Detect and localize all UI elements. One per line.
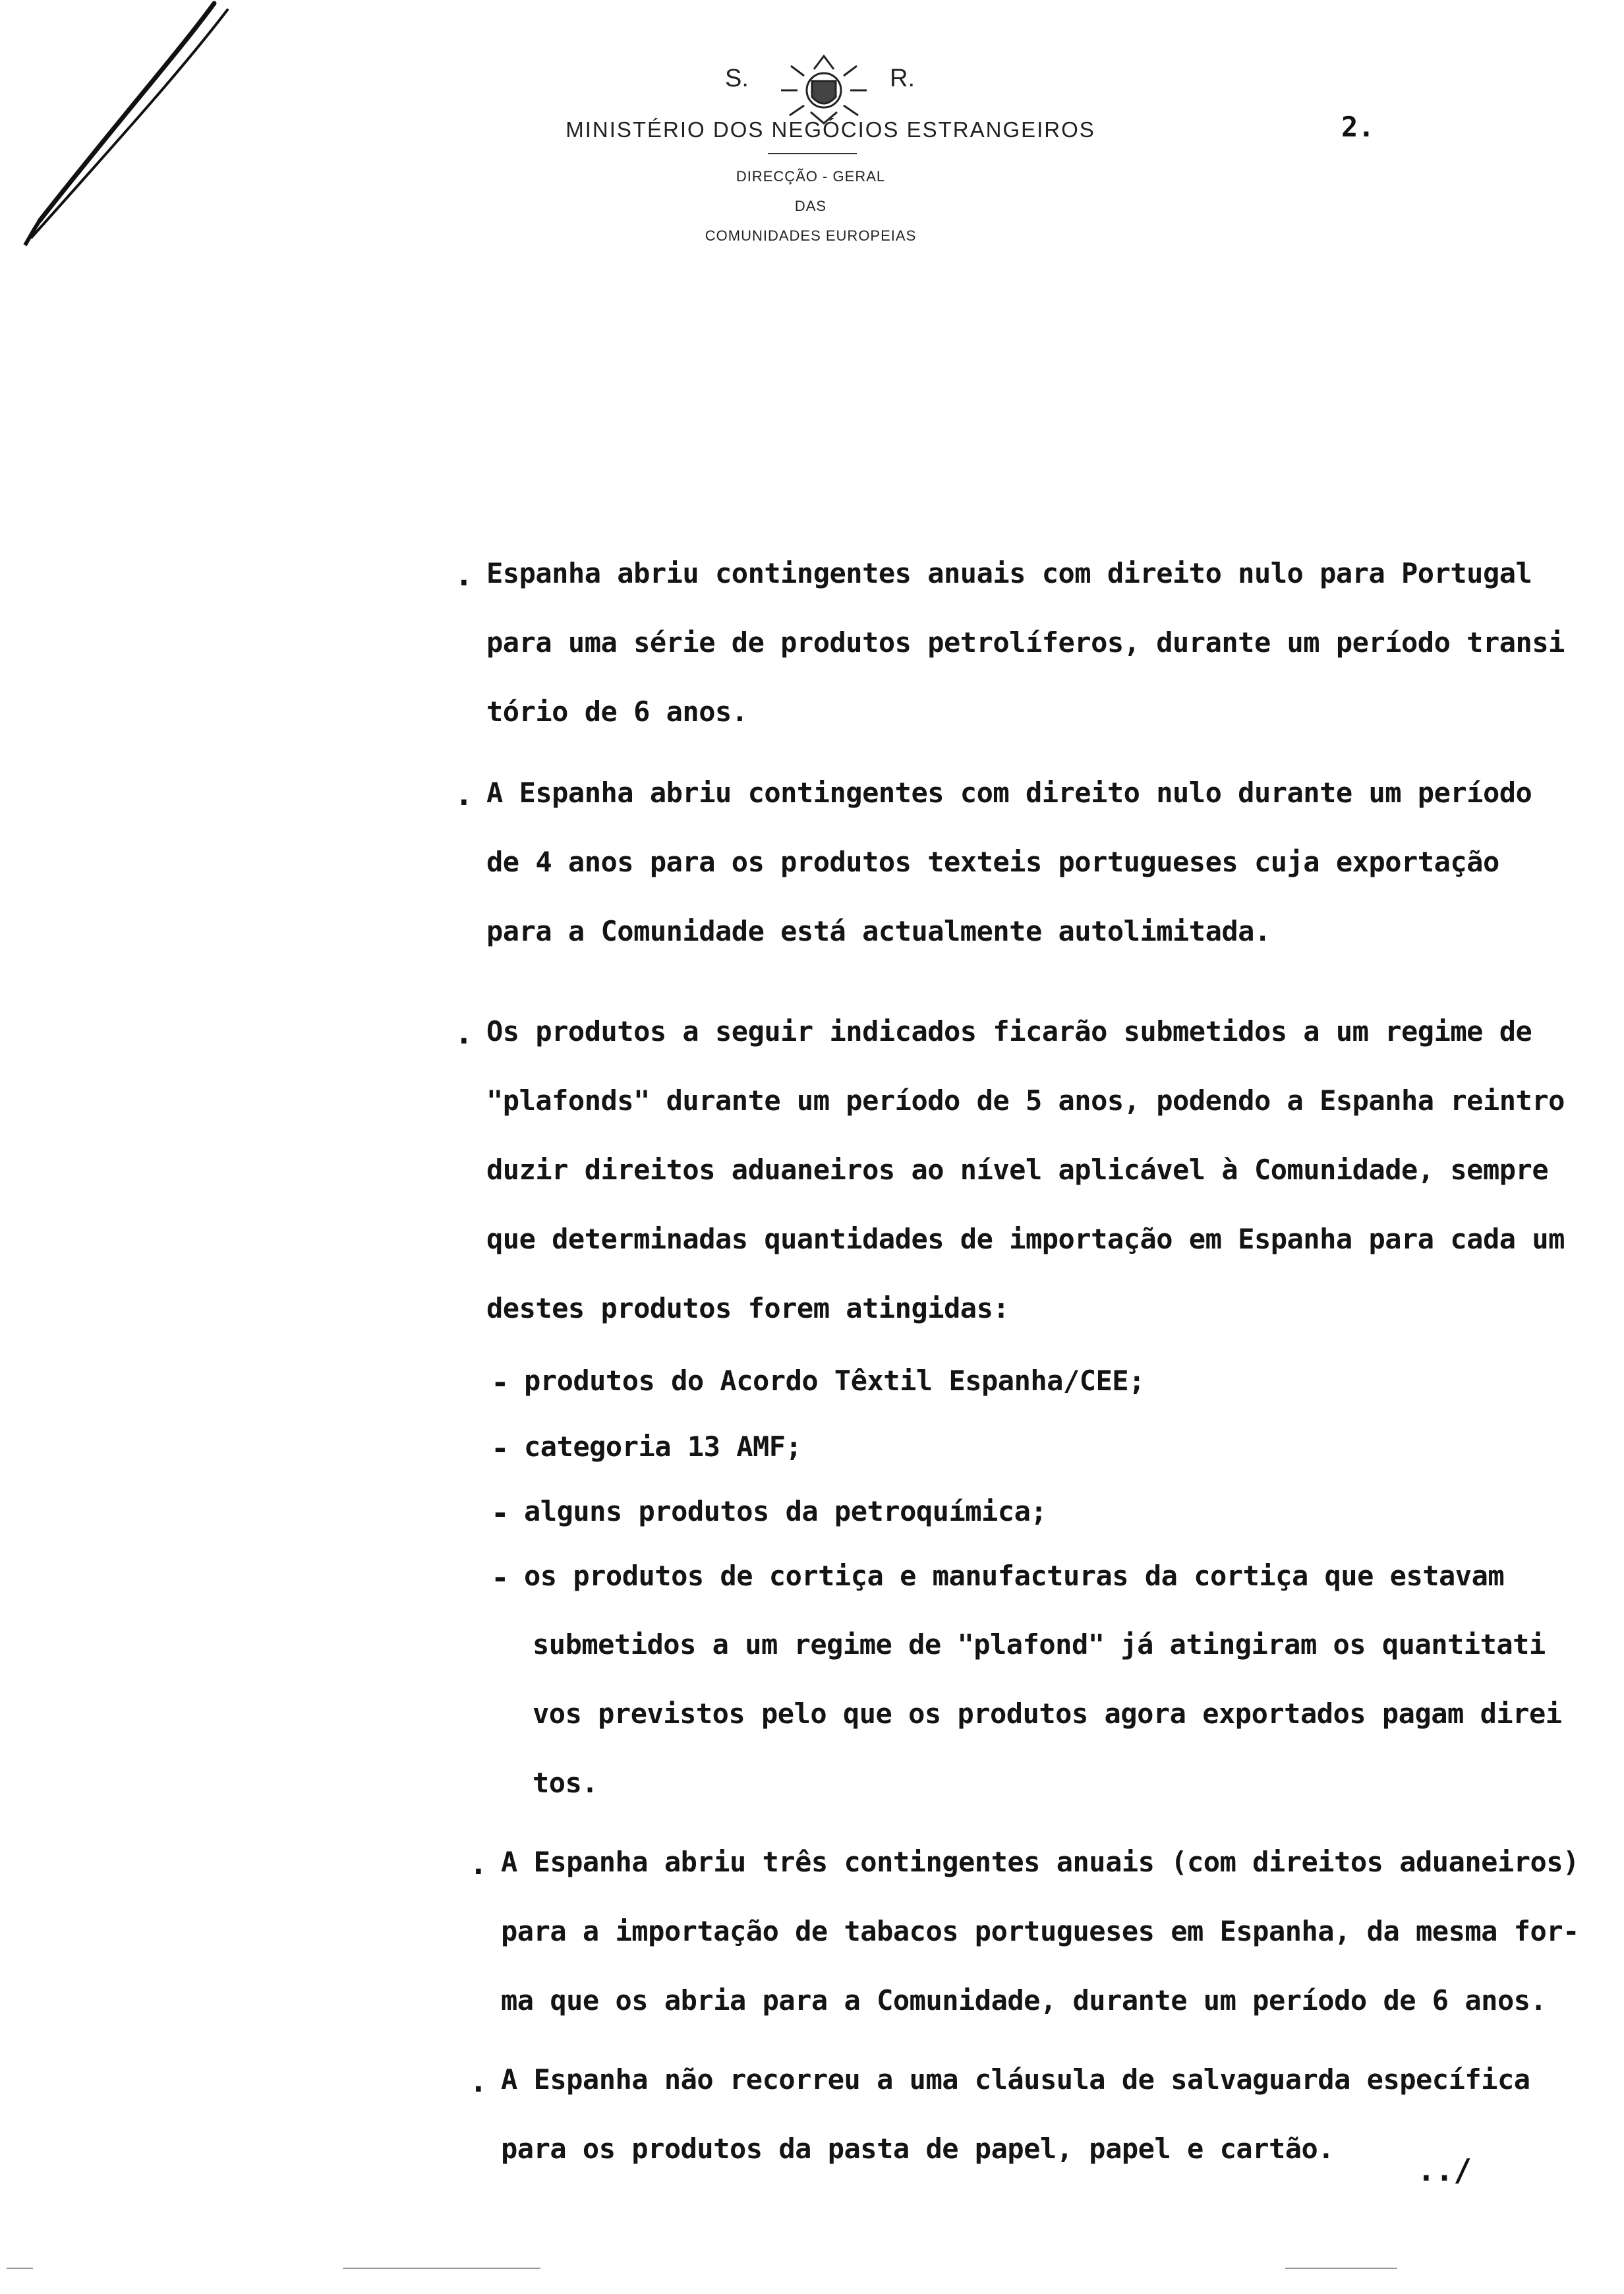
scan-artifact [7,2268,33,2269]
page-number: 2. [1341,111,1375,143]
paragraph-line: que determinadas quantidades de importação em Espanha para cada um [486,1223,1565,1255]
header-rule [768,153,857,154]
department-line-3: COMUNIDADES EUROPEIAS [705,227,917,244]
dash-item-line: categoria 13 AMF; [524,1430,802,1463]
paragraph-line: destes produtos forem atingidas: [486,1292,1010,1324]
paragraph-line: Os produtos a seguir indicados ficarão submetidos a um regime de [486,1015,1532,1047]
paragraph-line: A Espanha abriu contingentes com direito nulo durante um período [486,777,1532,809]
paragraph-line: para a importação de tabacos portugueses em Espanha, da mesma for- [501,1915,1579,1947]
paragraph-line: para a Comunidade está actualmente autolimitada. [486,915,1271,947]
bullet: . [469,2063,488,2099]
department-line-2: DAS [794,198,827,214]
bullet: . [455,777,473,812]
dash-item-line: submetidos a um regime de "plafond" já atingiram os quantitati [533,1628,1546,1661]
margin-pen-stroke [13,0,231,250]
bullet: . [455,1015,473,1051]
dash-item-line: os produtos de cortiça e manufacturas da cortiça que estavam [524,1560,1505,1592]
sr-left-letter: S. [725,65,749,92]
paragraph-line: para uma série de produtos petrolíferos, durante um período transi [486,626,1565,659]
sr-right-letter: R. [890,65,915,92]
bullet: . [455,557,473,593]
scan-artifact [1285,2268,1397,2269]
dash-item-line: vos previstos pelo que os produtos agora exportados pagam direi [533,1697,1562,1730]
paragraph-line: para os produtos da pasta de papel, papel e cartão. [501,2132,1335,2165]
paragraph-line: Espanha abriu contingentes anuais com direito nulo para Portugal [486,557,1532,589]
paragraph-line: "plafonds" durante um período de 5 anos, podendo a Espanha reintro [486,1084,1565,1117]
dash-marker: - [491,1430,509,1466]
paragraph-line: A Espanha abriu três contingentes anuais (com direitos aduaneiros) [501,1846,1579,1878]
dash-item-line: produtos do Acordo Têxtil Espanha/CEE; [524,1365,1145,1397]
paragraph-line: A Espanha não recorreu a uma cláusula de salvaguarda específica [501,2063,1530,2096]
paragraph-line: tório de 6 anos. [486,695,748,728]
bullet: . [469,1846,488,1881]
ministry-name: MINISTÉRIO DOS NEGÓCIOS ESTRANGEIROS [566,117,1095,142]
continuation-mark: ../ [1417,2152,1472,2188]
paragraph-line: duzir direitos aduaneiros ao nível aplicável à Comunidade, sempre [486,1154,1549,1186]
dash-marker: - [491,1560,509,1595]
dash-marker: - [491,1365,509,1400]
scan-artifact [343,2268,540,2269]
coat-of-arms-icon [778,49,870,129]
dash-item-line: tos. [533,1767,598,1799]
paragraph-line: ma que os abria para a Comunidade, durante um período de 6 anos. [501,1984,1547,2016]
department-line-1: DIRECÇÃO - GERAL [736,168,886,185]
dash-marker: - [491,1495,509,1531]
paragraph-line: de 4 anos para os produtos texteis portugueses cuja exportação [486,846,1499,878]
dash-item-line: alguns produtos da petroquímica; [524,1495,1047,1527]
